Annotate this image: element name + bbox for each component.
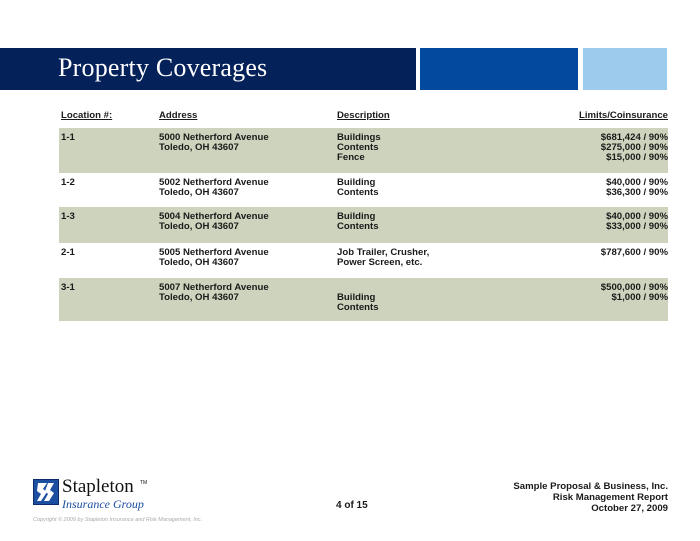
location-cell: 1-1 [61,132,75,143]
limits-cell: $40,000 / 90% $33,000 / 90% [606,211,668,232]
column-header-description: Description [337,110,390,121]
address-cell: 5002 Netherford Avenue Toledo, OH 43607 [159,177,269,198]
description-cell: Building Contents [337,292,379,313]
report-date: October 27, 2009 [591,503,668,514]
page-title: Property Coverages [58,53,268,82]
table-header [59,108,668,128]
column-header-location: Location #: [61,110,113,121]
report-client: Sample Proposal & Business, Inc. [513,481,668,492]
description-cell: Buildings Contents Fence [337,132,381,163]
limits-cell: $681,424 / 90% $275,000 / 90% $15,000 / 90% [600,132,668,163]
copyright-text: Copyright © 2009 by Stapleton Insurance and Risk Management, Inc. [33,517,203,523]
coverage-table [59,108,668,321]
report-info [513,481,668,514]
description-cell: Building Contents [337,177,379,198]
decorative-block-blue [420,48,578,90]
logo-subtitle: Insurance Group [62,497,144,511]
address-cell: 5004 Netherford Avenue Toledo, OH 43607 [159,211,269,232]
description-cell: Building Contents [337,211,379,232]
limits-cell: $500,000 / 90% $1,000 / 90% [600,282,668,303]
location-cell: 3-1 [61,282,75,293]
location-cell: 2-1 [61,247,75,258]
limits-cell: $40,000 / 90% $36,300 / 90% [606,177,668,198]
limits-cell: $787,600 / 90% [600,247,668,258]
address-cell: 5000 Netherford Avenue Toledo, OH 43607 [159,132,269,153]
page-number: 4 of 15 [336,500,368,511]
table-row [59,173,668,207]
s-mark-icon [34,480,58,504]
table-row [59,278,668,321]
column-header-limits: Limits/Coinsurance [578,110,668,121]
table-row [59,243,668,278]
trademark-mark: TM [140,480,148,486]
address-cell: 5007 Netherford Avenue Toledo, OH 43607 [159,282,269,303]
table-row [59,207,668,243]
column-header-address: Address [159,110,198,121]
logo-wordmark: Stapleton [62,476,134,497]
address-cell: 5005 Netherford Avenue Toledo, OH 43607 [159,247,269,268]
table-row [59,128,668,173]
decorative-block-light-blue [583,48,667,90]
description-cell: Job Trailer, Crusher, Power Screen, etc. [337,247,430,268]
title-banner [0,48,416,90]
location-cell: 1-3 [61,211,75,222]
report-title: Risk Management Report [552,492,668,503]
location-cell: 1-2 [61,177,75,188]
stapleton-logo-icon [33,479,59,505]
